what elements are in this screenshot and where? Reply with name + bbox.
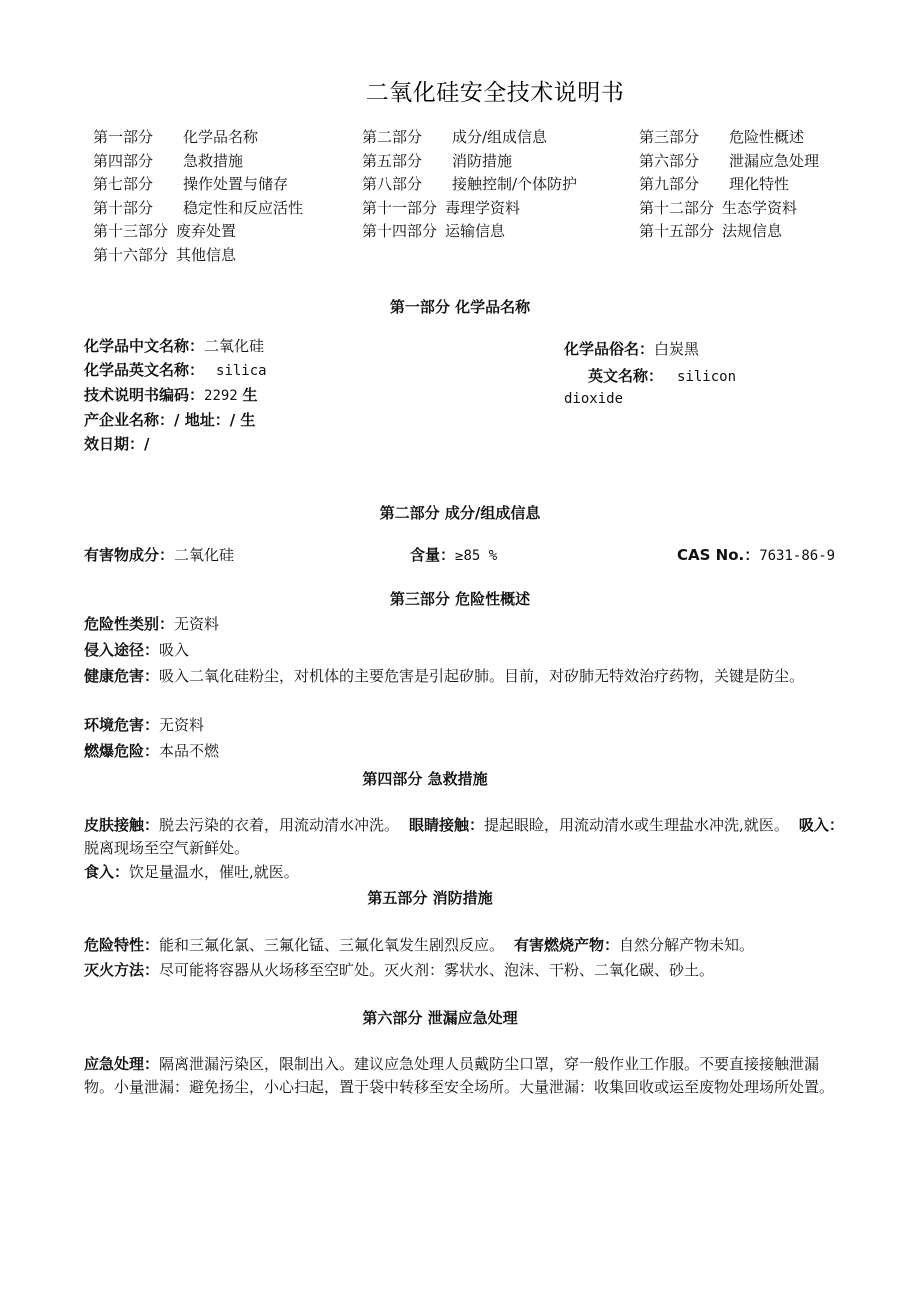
toc-item <box>362 197 639 221</box>
cas-field <box>677 543 835 568</box>
toc-item <box>639 220 879 244</box>
ingestion-value: 饮足量温水，催吐,就医。 <box>129 863 299 881</box>
skin-contact-value: 脱去污染的衣着，用流动清水冲洗。 <box>159 816 400 834</box>
toc-row <box>93 244 879 268</box>
hazard-category-field <box>84 612 219 636</box>
common-name-field <box>564 337 736 361</box>
explosion-hazard-value: 本品不燃 <box>159 742 220 760</box>
section-1-heading: 第一部分 化学品名称 <box>389 298 531 316</box>
emergency-handling-label: 应急处理： <box>84 1055 160 1073</box>
toc-part-number: 第一部分 <box>93 128 154 146</box>
section-5-heading: 第五部分 消防措施 <box>367 889 493 907</box>
toc-item <box>362 150 639 174</box>
manufacturer-field: 产企业名称：/ 地址：/ 生 <box>84 411 256 429</box>
english-name-value: silica <box>216 363 267 379</box>
toc-part-number: 第六部分 <box>639 151 700 170</box>
toc-part-title: 其他信息 <box>176 245 237 264</box>
common-name-label: 化学品俗名： <box>564 340 655 358</box>
chinese-name-value: 二氧化硅 <box>204 337 265 355</box>
toc-part-title: 法规信息 <box>722 222 783 240</box>
code-label: 技术说明书编码： <box>84 386 205 404</box>
english-name-field <box>84 358 267 383</box>
toc-item <box>362 173 639 197</box>
toc-item <box>639 126 879 150</box>
content-field <box>410 543 497 568</box>
environment-hazard-value: 无资料 <box>159 716 205 734</box>
entry-route-field <box>84 638 189 662</box>
toc-part-title: 毒理学资料 <box>445 198 521 217</box>
english-name-label: 化学品英文名称： <box>84 361 205 379</box>
toc-row <box>93 150 879 174</box>
skin-contact-label: 皮肤接触： <box>84 816 160 834</box>
chinese-name-field <box>84 334 267 358</box>
eye-contact-value: 提起眼睑，用流动清水或生理盐水冲洗,就医。 <box>484 816 789 834</box>
toc-item <box>93 244 362 268</box>
english-name-2-label: 英文名称： <box>588 367 664 385</box>
toc-item <box>362 220 639 244</box>
toc-part-title: 理化特性 <box>729 175 790 193</box>
content-label: 含量： <box>410 546 456 564</box>
toc-part-title: 泄漏应急处理 <box>729 151 820 170</box>
toc-item <box>93 150 362 174</box>
english-name-2-field <box>564 364 736 389</box>
section-3-heading: 第三部分 危险性概述 <box>389 590 531 608</box>
english-name-2-value-continued: dioxide <box>564 391 624 407</box>
toc-row <box>93 173 879 197</box>
health-hazard-value: 吸入二氧化硅粉尘，对机体的主要危害是引起矽肺。目前，对矽肺无特效治疗药物，关键是防尘。 <box>159 667 805 685</box>
hazard-category-value: 无资料 <box>174 615 220 633</box>
hazard-characteristics-value: 能和三氟化氯、三氟化锰、三氟化氧发生剧烈反应。 <box>159 936 505 954</box>
toc-part-title: 成分/组成信息 <box>452 128 548 146</box>
hazard-characteristics-label: 危险特性： <box>84 936 160 954</box>
code-field <box>84 383 267 408</box>
extinguishing-value: 尽可能将容器从火场移至空旷处。灭火剂：雾状水、泡沫、干粉、二氧化碳、砂土。 <box>159 961 715 979</box>
document-title: 二氧化硅安全技术说明书 <box>365 80 625 106</box>
combustion-products-value: 自然分解产物未知。 <box>619 936 755 954</box>
toc-item <box>93 173 362 197</box>
hazardous-component-label: 有害物成分： <box>84 546 175 564</box>
toc-part-title: 消防措施 <box>452 151 513 170</box>
extinguishing-field <box>84 958 714 982</box>
toc-part-number: 第十三部分 <box>93 222 169 240</box>
emergency-handling-value: 隔离泄漏污染区，限制出入。建议应急处理人员戴防尘口罩，穿一般作业工作服。不要直接接触泄漏物。小量泄漏：避免扬尘，小心扫起，置于袋中转移至安全场所。大量泄漏：收集回收或运至废物处理场所处置。 <box>84 1055 835 1096</box>
table-of-contents <box>93 126 879 267</box>
eye-contact-label: 眼睛接触： <box>409 816 485 834</box>
toc-row <box>93 197 879 221</box>
content-value: ≥85 % <box>455 548 498 564</box>
hazardous-component-value: 二氧化硅 <box>174 546 235 564</box>
toc-part-number: 第十一部分 <box>362 198 438 217</box>
toc-part-number: 第十部分 <box>93 198 154 217</box>
effective-date-field: 效日期：/ <box>84 435 150 453</box>
toc-item <box>93 126 362 150</box>
section-4-heading: 第四部分 急救措施 <box>362 770 488 788</box>
ingestion-label: 食入： <box>84 863 130 881</box>
section-6-heading: 第六部分 泄漏应急处理 <box>362 1009 518 1027</box>
environment-hazard-label: 环境危害： <box>84 716 160 734</box>
inhalation-value: 脱离现场至空气新鲜处。 <box>84 839 250 857</box>
toc-item <box>639 150 879 174</box>
common-name-value: 白炭黑 <box>654 340 700 358</box>
section-2-heading: 第二部分 成分/组成信息 <box>379 504 541 522</box>
toc-item <box>639 197 879 221</box>
extinguishing-label: 灭火方法： <box>84 961 160 979</box>
toc-item <box>93 220 362 244</box>
toc-part-number: 第三部分 <box>639 128 700 146</box>
code-value: 2292 <box>204 388 238 404</box>
toc-item <box>93 197 362 221</box>
hazard-category-label: 危险性类别： <box>84 615 175 633</box>
section-1-right-fields <box>564 337 736 409</box>
toc-part-title: 废弃处置 <box>176 222 237 240</box>
emergency-handling-field <box>84 1053 844 1099</box>
toc-part-title: 危险性概述 <box>729 128 805 146</box>
toc-part-title: 运输信息 <box>445 222 506 240</box>
toc-part-number: 第十四部分 <box>362 222 438 240</box>
toc-part-title: 急救措施 <box>183 151 244 170</box>
toc-part-title: 接触控制/个体防护 <box>452 175 578 193</box>
toc-row <box>93 220 879 244</box>
inhalation-label: 吸入： <box>798 816 844 834</box>
combustion-products-label: 有害燃烧产物： <box>514 936 620 954</box>
toc-part-number: 第二部分 <box>362 128 423 146</box>
entry-route-label: 侵入途径： <box>84 641 160 659</box>
toc-part-number: 第九部分 <box>639 175 700 193</box>
toc-part-title: 稳定性和反应活性 <box>183 198 304 217</box>
toc-part-number: 第十五部分 <box>639 222 715 240</box>
chinese-name-label: 化学品中文名称： <box>84 337 205 355</box>
toc-part-number: 第四部分 <box>93 151 154 170</box>
toc-part-number: 第十六部分 <box>93 245 169 264</box>
toc-item <box>362 126 639 150</box>
toc-part-number: 第七部分 <box>93 175 154 193</box>
toc-part-title: 操作处置与储存 <box>183 175 289 193</box>
ingestion-field <box>84 860 299 884</box>
toc-part-number: 第十二部分 <box>639 198 715 217</box>
toc-part-title: 生态学资料 <box>722 198 798 217</box>
cas-label: CAS No.： <box>677 546 760 564</box>
environment-hazard-field <box>84 713 204 737</box>
hazardous-component-field <box>84 543 234 567</box>
first-aid-paragraph <box>84 814 844 860</box>
code-tail: 生 <box>242 386 258 404</box>
cas-value: 7631-86-9 <box>759 548 836 564</box>
explosion-hazard-field <box>84 739 219 763</box>
english-name-2-value: silicon <box>677 369 737 385</box>
toc-part-number: 第八部分 <box>362 175 423 193</box>
toc-item <box>639 173 879 197</box>
toc-part-title: 化学品名称 <box>183 128 259 146</box>
toc-part-number: 第五部分 <box>362 151 423 170</box>
health-hazard-field <box>84 665 844 688</box>
entry-route-value: 吸入 <box>159 641 190 659</box>
toc-row <box>93 126 879 150</box>
health-hazard-label: 健康危害： <box>84 667 160 685</box>
explosion-hazard-label: 燃爆危险： <box>84 742 160 760</box>
fire-hazard-field <box>84 933 754 957</box>
section-1-left-fields <box>84 334 267 456</box>
